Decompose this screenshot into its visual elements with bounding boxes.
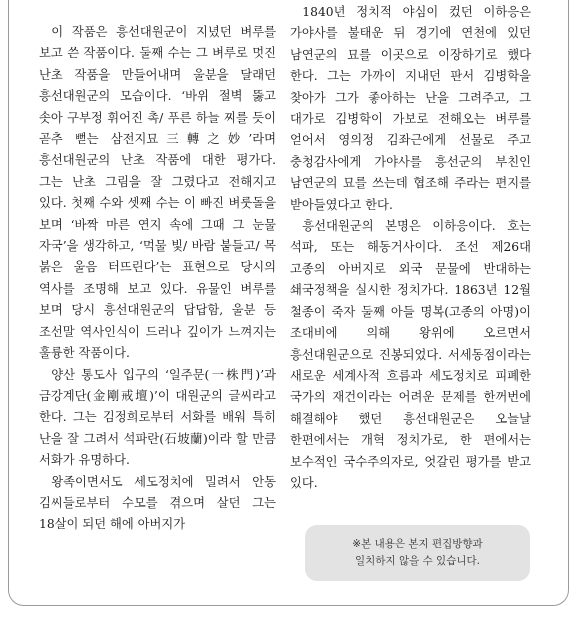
right-paragraph-2: 흥선대원군의 본명은 이하응이다. 호는 석파, 또는 해동거사이다. 조선 제26대 고종의 아버지로 외국 문물에 반대하는 쇄국정책을 실시한 정치가다. 1863년 12월 철종이 죽자 둘째 아들 명복(고종의 아명)이 조대비에 의해 왕위에 오르면서 흥선대원군으로 진봉되었다. 서세동점이라는 새로운 세계사적 흐름과 세도정치로 피폐한 국가의 재건이라는 어려운 문제를 한꺼번에 해결해야 했던 흥선대원군은 오늘날 한편에서는 개혁 정치가로, 한 편에서는 보수적인 국수주의자로, 엇갈린 평가를 받고 있다. <box>290 219 531 490</box>
disclaimer-line-2: 일치하지 않을 수 있습니다. <box>355 555 480 567</box>
right-paragraph-1: 1840년 정치적 야심이 컸던 이하응은 가야사를 불태운 뒤 경기에 연천에 있던 남연군의 묘를 이곳으로 이장하기로 했다 한다. 그는 가까이 지내던 판서 김병학을 찾아가 그가 좋아하는 난을 그려주고, 그 대가로 김병학이 가보로 전해오는 벼루를 얻어서 영의정 김좌근에게 선물로 주고 충청감사에게 가야사를 흥선군의 부친인 남연군의 묘를 쓰는데 협조해 주라는 편지를 받아들였다고 한다. <box>290 5 531 212</box>
disclaimer-notice <box>305 525 530 581</box>
left-paragraph-1: 이 작품은 흥선대원군이 지녔던 벼루를 보고 쓴 작품이다. 둘째 수는 그 벼루로 멋진 난초 작품을 만들어내며 울분을 달래던 흥선대원군의 모습이다. ‘바위 절벽 뚫고 솟아 구부정 휘어진 촉/ 푸른 하늘 찌를 듯이 곧추 뻗는 삼전지묘三轉之妙’라며 흥선대원군의 난초 작품에 대한 평가다. 그는 난초 그림을 잘 그렸다고 전해지고 있다. 첫째 수와 셋째 수는 이 빠진 벼룻돌을 보며 ‘바짝 마른 연지 속에 그때 그 눈물 자국’을 생각하고, ‘먹물 빛/ 바람 붙들고/ 목 붉은 울음 터뜨린다’는 표현으로 당시의 역사를 조명해 보고 있다. 유물인 벼루를 보며 당시 흥선대원군의 답답함, 울분 등 조선말 역사인식이 드러나 깊이가 느껴지는 훌륭한 작품이다. <box>39 25 276 361</box>
left-column <box>39 22 276 536</box>
right-column <box>290 2 531 494</box>
left-paragraph-3: 왕족이면서도 세도정치에 밀려서 안동 김씨들로부터 수모를 겪으며 살던 그는 18살이 되던 해에 아버지가 <box>39 474 276 532</box>
left-paragraph-2: 양산 통도사 입구의 ‘일주문(一株門)’과 금강계단(金剛戒壇)’이 대원군의 글씨라고 한다. 그는 김정희로부터 서화를 배워 특히 난을 잘 그려서 석파란(石坡蘭)이라 할 만큼 서화가 유명하다. <box>39 367 276 468</box>
disclaimer-line-1: ※본 내용은 본지 편집방향과 <box>352 538 483 550</box>
